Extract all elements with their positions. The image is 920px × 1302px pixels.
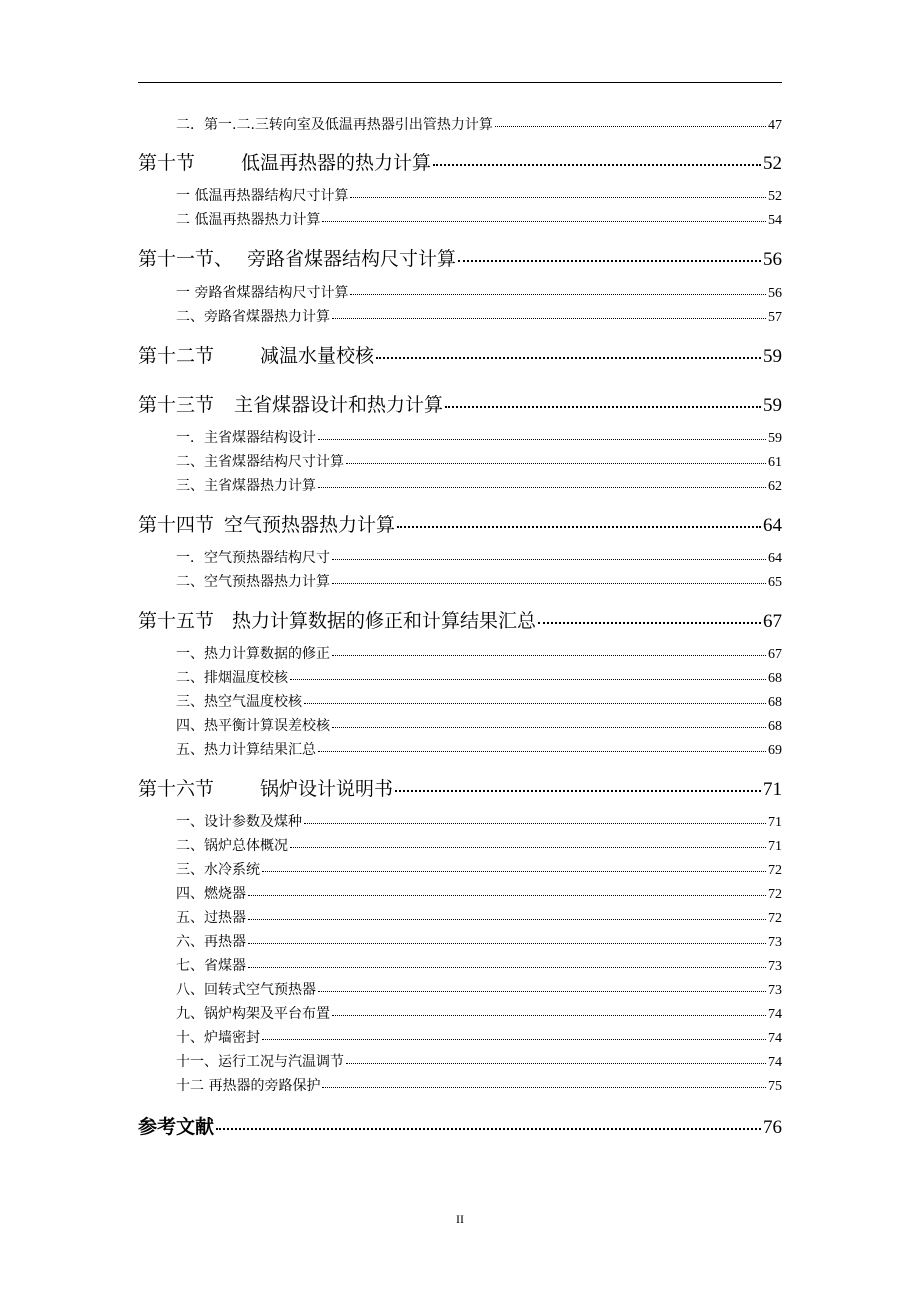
toc-page-number: 74: [768, 1031, 782, 1046]
toc-page-number: 72: [768, 911, 782, 926]
toc-label: 六、再热器: [176, 934, 246, 950]
toc-label: [0, 390, 443, 417]
toc-entry[interactable]: [0, 547, 920, 567]
toc-label: 九、锅炉构架及平台布置: [176, 1006, 330, 1022]
toc-label: 十、炉墙密封: [176, 1030, 260, 1046]
toc-leader: [248, 895, 766, 896]
section-title: 锅炉设计说明书: [260, 778, 394, 800]
toc-section-entry[interactable]: [0, 510, 920, 537]
toc-label: 一、设计参数及煤种: [176, 814, 302, 830]
toc-entry[interactable]: [0, 475, 920, 495]
toc-page-number: 56: [768, 286, 782, 301]
toc-page-number: 74: [768, 1055, 782, 1070]
toc-page-number: 68: [768, 719, 782, 734]
toc-leader: [350, 197, 766, 198]
toc-leader: [332, 559, 766, 560]
toc-page-number: 64: [768, 551, 782, 566]
toc-leader: [332, 583, 766, 584]
toc-label: 三、水冷系统: [176, 862, 260, 878]
toc-label: 八、回转式空气预热器: [176, 982, 316, 998]
section-title: 热力计算数据的修正和计算结果汇总: [232, 610, 537, 632]
toc-leader: [304, 823, 766, 824]
toc-page-number: 64: [763, 515, 782, 536]
toc-leader: [395, 790, 761, 792]
toc-leader: [332, 1015, 766, 1016]
toc-page-number: 71: [763, 779, 782, 800]
toc-leader: [216, 1128, 761, 1130]
toc-section-entry[interactable]: [0, 390, 920, 417]
toc-leader: [346, 1063, 766, 1064]
toc-entry[interactable]: [0, 1075, 920, 1095]
toc-entry[interactable]: [0, 979, 920, 999]
toc-label: 一．主省煤器结构设计: [176, 430, 316, 446]
footer-page-number: II: [456, 1212, 464, 1226]
toc-label: 二、排烟温度校核: [176, 670, 288, 686]
toc-entry[interactable]: [0, 883, 920, 903]
toc-leader: [346, 463, 766, 464]
toc-entry[interactable]: [0, 739, 920, 759]
toc-leader: [397, 526, 761, 528]
toc-page-number: 62: [768, 479, 782, 494]
toc-leader: [248, 943, 766, 944]
toc-entry[interactable]: [0, 691, 920, 711]
toc-label: [0, 341, 374, 368]
toc-leader: [495, 126, 766, 127]
toc-label: [0, 606, 536, 633]
toc-entry[interactable]: [0, 715, 920, 735]
toc-page-number: 67: [768, 647, 782, 662]
toc-label: 三、主省煤器热力计算: [176, 478, 316, 494]
toc-section-entry[interactable]: [0, 148, 920, 175]
toc-page-number: 74: [768, 1007, 782, 1022]
toc-page-number: 61: [768, 455, 782, 470]
toc-page-number: 72: [768, 863, 782, 878]
toc-leader: [318, 487, 766, 488]
toc-label: [0, 244, 456, 271]
toc-leader: [445, 406, 761, 408]
toc-entry[interactable]: [0, 907, 920, 927]
toc-page-number: 75: [768, 1079, 782, 1094]
toc-leader: [458, 260, 761, 262]
toc-leader: [322, 1087, 766, 1088]
toc-page-number: 69: [768, 743, 782, 758]
section-number: 第十六节: [138, 778, 215, 800]
toc-label: 参考文献: [138, 1116, 215, 1138]
toc-leader: [262, 871, 766, 872]
section-number: 第十二节: [138, 345, 215, 367]
toc-label: 二、旁路省煤器热力计算: [176, 309, 330, 325]
toc-label: 一．空气预热器结构尺寸: [176, 550, 330, 566]
toc-page-number: 65: [768, 575, 782, 590]
section-number: 第十四节: [138, 514, 215, 536]
toc-leader: [318, 439, 766, 440]
toc-label: [0, 148, 431, 175]
toc-label: 七、省煤器: [176, 958, 246, 974]
toc-leader: [318, 751, 766, 752]
toc-label: 四、燃烧器: [176, 886, 246, 902]
toc-page-number: 73: [768, 935, 782, 950]
section-title: 主省煤器设计和热力计算: [234, 394, 444, 416]
toc-page-number: 54: [768, 213, 782, 228]
toc-page-number: 68: [768, 695, 782, 710]
toc-leader: [350, 294, 766, 295]
toc-label: 一 低温再热器结构尺寸计算: [176, 188, 349, 204]
toc-leader: [332, 655, 766, 656]
toc-entry[interactable]: [0, 955, 920, 975]
toc-page-number: 76: [763, 1117, 782, 1138]
toc-references-entry[interactable]: [0, 1112, 920, 1139]
toc-label: 五、过热器: [176, 910, 246, 926]
toc-leader: [290, 679, 766, 680]
toc-leader: [376, 357, 761, 359]
section-number: 第十五节: [138, 610, 215, 632]
toc-page-number: 52: [768, 189, 782, 204]
section-number: 第十节: [138, 152, 196, 174]
toc-entry[interactable]: [0, 114, 920, 134]
toc-entry[interactable]: [0, 282, 920, 302]
section-number: 第十三节: [138, 394, 215, 416]
toc-page-number: 71: [768, 839, 782, 854]
toc-page-number: 72: [768, 887, 782, 902]
toc-page-number: 73: [768, 983, 782, 998]
toc-label: 十一、运行工况与汽温调节: [176, 1054, 344, 1070]
toc-entry[interactable]: [0, 1051, 920, 1071]
toc-entry[interactable]: [0, 643, 920, 663]
toc-label: 二、主省煤器结构尺寸计算: [176, 454, 344, 470]
toc-page-number: 47: [768, 118, 782, 133]
toc-page-number: 67: [763, 611, 782, 632]
toc-label: 三、热空气温度校核: [176, 694, 302, 710]
section-title: 空气预热器热力计算: [224, 514, 396, 536]
toc-page-number: 73: [768, 959, 782, 974]
toc-label: 一、热力计算数据的修正: [176, 646, 330, 662]
toc-leader: [332, 318, 766, 319]
section-number: 第十一节、: [138, 248, 234, 270]
toc-entry[interactable]: [0, 571, 920, 591]
toc-label: 二．第一.二.三转向室及低温再热器引出管热力计算: [176, 117, 493, 133]
toc-section-entry[interactable]: [0, 606, 920, 633]
section-title: 减温水量校核: [260, 345, 375, 367]
toc-label: [0, 510, 395, 537]
toc-leader: [433, 164, 761, 166]
toc-section-entry[interactable]: [0, 774, 920, 801]
toc-label: 二、空气预热器热力计算: [176, 574, 330, 590]
toc-leader: [332, 727, 766, 728]
toc-page-number: 52: [763, 153, 782, 174]
toc-leader: [322, 221, 766, 222]
toc-page-number: 68: [768, 671, 782, 686]
toc-entry[interactable]: [0, 859, 920, 879]
toc-section-entry[interactable]: [0, 341, 920, 368]
toc-label: 二、锅炉总体概况: [176, 838, 288, 854]
toc-page-number: 56: [763, 249, 782, 270]
header-rule: [138, 82, 782, 83]
toc-entry[interactable]: [0, 451, 920, 471]
toc-entry[interactable]: [0, 185, 920, 205]
toc-label: 四、热平衡计算误差校核: [176, 718, 330, 734]
section-title: 低温再热器的热力计算: [241, 152, 432, 174]
toc-entry[interactable]: [0, 667, 920, 687]
toc-page-number: 59: [763, 395, 782, 416]
toc-entry[interactable]: [0, 427, 920, 447]
toc-entry[interactable]: [0, 931, 920, 951]
toc-entry[interactable]: [0, 1003, 920, 1023]
toc-leader: [538, 622, 761, 624]
toc-leader: [248, 919, 766, 920]
toc-entry[interactable]: [0, 306, 920, 326]
toc-page-number: 59: [763, 346, 782, 367]
toc-section-entry[interactable]: [0, 244, 920, 271]
toc-leader: [304, 703, 766, 704]
toc-label: 一 旁路省煤器结构尺寸计算: [176, 285, 349, 301]
toc-label: [0, 774, 393, 801]
toc-leader: [262, 1039, 766, 1040]
toc-label: 五、热力计算结果汇总: [176, 742, 316, 758]
toc-page-number: 57: [768, 310, 782, 325]
toc-entry[interactable]: [0, 1027, 920, 1047]
toc-page-number: 59: [768, 431, 782, 446]
toc-label: 二 低温再热器热力计算: [176, 212, 321, 228]
toc-page-number: 71: [768, 815, 782, 830]
toc-label: 十二 再热器的旁路保护: [176, 1078, 321, 1094]
toc-entry[interactable]: [0, 209, 920, 229]
toc-entry[interactable]: [0, 835, 920, 855]
toc-leader: [318, 991, 766, 992]
toc-entry[interactable]: [0, 811, 920, 831]
toc-leader: [290, 847, 766, 848]
toc-leader: [248, 967, 766, 968]
section-title: 旁路省煤器结构尺寸计算: [247, 248, 457, 270]
